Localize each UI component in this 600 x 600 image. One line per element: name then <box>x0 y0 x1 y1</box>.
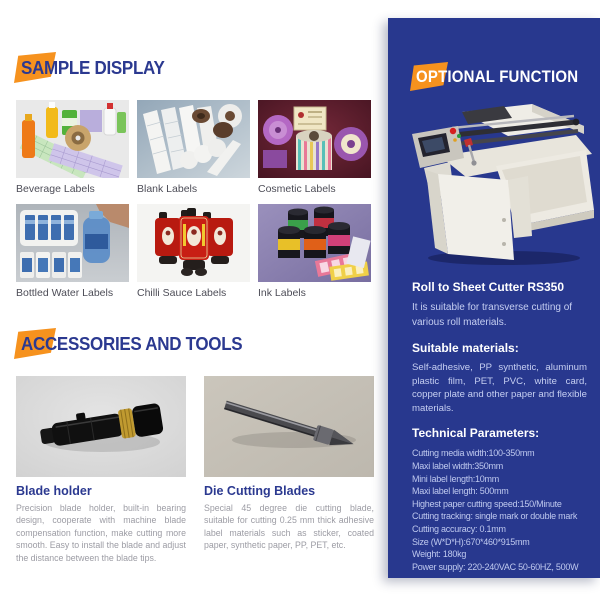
param-mini-label-length: Mini label length:10mm <box>412 473 500 484</box>
optional-function-heading <box>410 62 578 96</box>
param-cutting-media-width: Cutting media width:100-350mm <box>412 448 535 459</box>
tool-die-cutting-blades <box>204 376 374 564</box>
sample-display-heading <box>14 52 164 86</box>
sample-item-blank <box>137 100 250 199</box>
optional-function-title: OPTIONAL FUNCTION <box>416 68 579 87</box>
die-cutting-blades-description: Special 45 degree die cutting blade, suitable for cutting 0.25 mm thick adhesive label materials such as sticker, coated paper, synthetic paper, PP, PET, etc. <box>204 503 374 551</box>
blade-holder-name: Blade holder <box>16 484 92 498</box>
caption-chilli-sauce-labels: Chilli Sauce Labels <box>137 287 227 299</box>
suitable-materials-heading: Suitable materials: <box>412 341 519 355</box>
sample-item-ink <box>258 204 371 303</box>
caption-bottled-water-labels: Bottled Water Labels <box>16 287 114 299</box>
technical-parameters-heading: Technical Parameters: <box>412 426 540 441</box>
blank-labels-photo <box>137 100 250 178</box>
caption-beverage-labels: Beverage Labels <box>16 183 95 195</box>
optional-function-panel <box>388 18 600 578</box>
tool-blade-holder <box>16 376 186 564</box>
panel-text-block <box>412 280 587 573</box>
ink-labels-photo <box>258 204 371 282</box>
product-description: It is suitable for transverse cutting of various roll materials. <box>412 302 573 328</box>
param-cutting-tracking: Cutting tracking: single mark or double mark <box>412 511 578 522</box>
param-maxi-label-length: Maxi label length: 500mm <box>412 486 509 497</box>
caption-cosmetic-labels: Cosmetic Labels <box>258 183 336 195</box>
die-cutting-blade-photo <box>204 376 374 477</box>
accessories-title: ACCESSORIES AND TOOLS <box>21 334 243 355</box>
product-name: Roll to Sheet Cutter RS350 <box>412 280 565 294</box>
caption-blank-labels: Blank Labels <box>137 183 198 195</box>
param-weight: Weight: 180kg <box>412 549 467 560</box>
chilli-sauce-labels-photo <box>137 204 250 282</box>
technical-parameters-list <box>412 447 587 573</box>
sample-display-title: SAMPLE DISPLAY <box>21 58 165 79</box>
param-maxi-label-width: Maxi label width:350mm <box>412 461 504 472</box>
param-cutting-accuracy: Cutting accuracy: 0.1mm <box>412 524 506 534</box>
param-power-supply: Power supply: 220-240VAC 50-60HZ, 500W <box>412 561 579 572</box>
sample-item-beverage <box>16 100 129 199</box>
sample-item-bottled-water <box>16 204 129 303</box>
tools-section <box>16 376 374 564</box>
beverage-labels-photo <box>16 100 129 178</box>
suitable-materials-text: Self-adhesive, PP synthetic, aluminum plastic film, PET, PVC, white card, copper plate and other paper and flexible materials. <box>412 362 587 414</box>
param-cutting-speed: Highest paper cutting speed:150/Minute <box>412 498 562 509</box>
blade-holder-photo <box>16 376 186 477</box>
sample-display-grid <box>16 100 372 303</box>
roll-to-sheet-cutter-photo <box>404 102 594 270</box>
caption-ink-labels: Ink Labels <box>258 287 306 299</box>
sample-item-chilli-sauce <box>137 204 250 303</box>
accessories-heading <box>14 328 242 362</box>
param-size: Size (W*D*H):670*460*915mm <box>412 536 530 547</box>
blade-holder-description: Precision blade holder, built-in bearing design, cooperate with machine blade compensation function, make cutting more smooth. Easy to install the blade and adjust the distance between the blade tips. <box>16 503 186 563</box>
die-cutting-blades-name: Die Cutting Blades <box>204 484 316 498</box>
cosmetic-labels-photo <box>258 100 371 178</box>
sample-item-cosmetic <box>258 100 371 199</box>
bottled-water-labels-photo <box>16 204 129 282</box>
